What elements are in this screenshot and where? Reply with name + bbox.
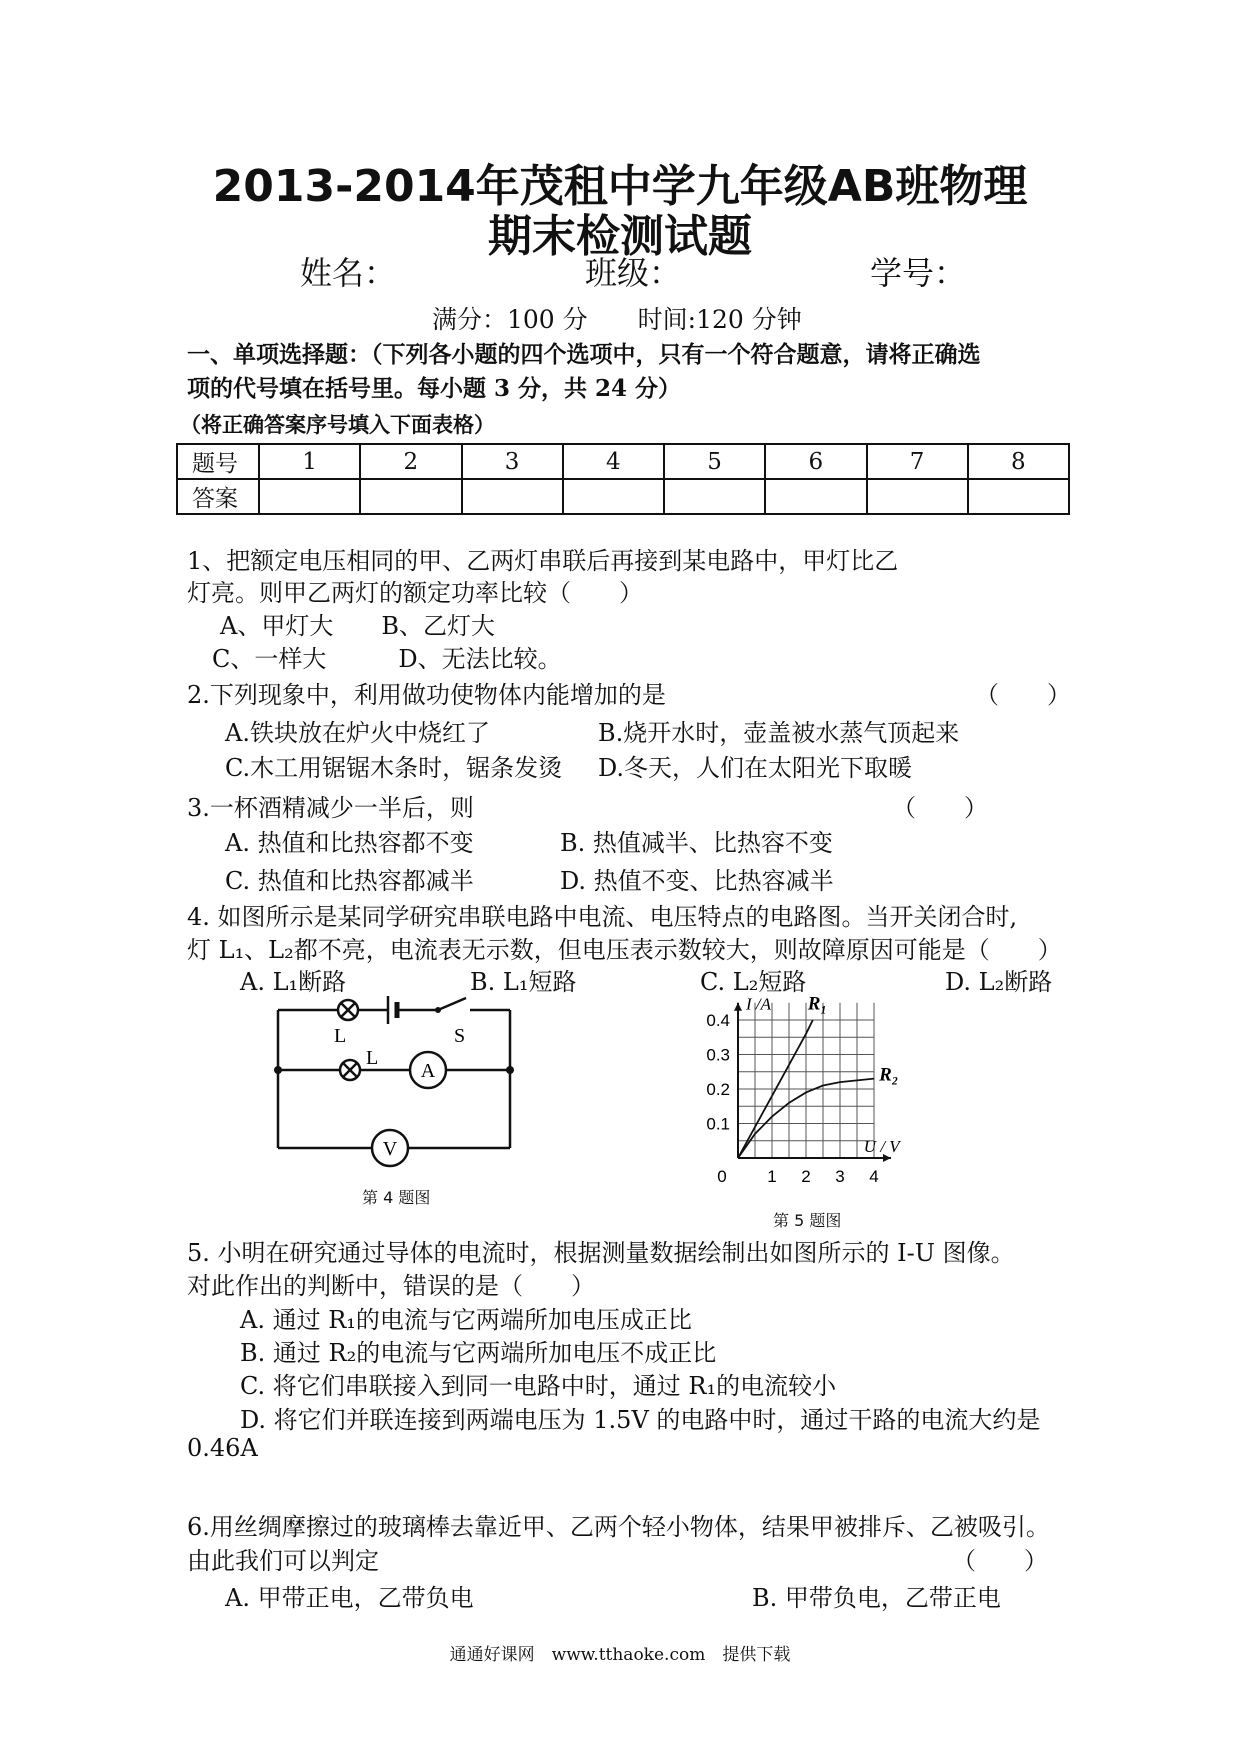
q3-bracket: （ ） <box>892 794 988 822</box>
x-tick-label: 3 <box>835 1167 845 1186</box>
q3-option-a: A. 热值和比热容都不变 <box>225 829 474 857</box>
q4-option-b: B. L₁短路 <box>470 968 577 996</box>
table-cell: 2 <box>360 444 461 479</box>
label-lamp-mid: L <box>366 1047 379 1069</box>
series-r1-label: R₁ <box>807 993 827 1015</box>
series-r2-label: R₂ <box>879 1064 899 1086</box>
q5-option-d-cont: 0.46A <box>187 1434 258 1462</box>
section1-heading-line1: 一、单项选择题：（下列各小题的四个选项中，只有一个符合题意，请将正确选 <box>187 341 981 368</box>
answer-table <box>176 443 1070 515</box>
table-note: （将正确答案序号填入下面表格） <box>180 412 495 437</box>
label-switch: S <box>454 1025 466 1047</box>
q2-option-b: B.烧开水时，壶盖被水蒸气顶起来 <box>598 719 960 747</box>
label-voltmeter: V <box>382 1138 398 1160</box>
x-tick-label: 1 <box>767 1167 777 1186</box>
score-time: 满分：100 分 时间:120 分钟 <box>432 305 802 334</box>
junction-dot-icon <box>274 1066 282 1074</box>
y-tick-label: 0.2 <box>706 1080 730 1099</box>
answer-cell[interactable] <box>462 479 563 514</box>
q6-line2: 由此我们可以判定 <box>187 1547 379 1575</box>
q3-option-c: C. 热值和比热容都减半 <box>225 867 474 895</box>
label-ammeter: A <box>420 1060 436 1082</box>
answer-cell[interactable] <box>765 479 866 514</box>
x-axis-label: U / V <box>863 1137 900 1156</box>
answer-cell[interactable] <box>968 479 1069 514</box>
table-cell: 6 <box>765 444 866 479</box>
answer-cell[interactable] <box>360 479 461 514</box>
table-cell: 5 <box>664 444 765 479</box>
y-tick-label: 0.4 <box>706 1011 730 1030</box>
iu-graph <box>690 988 930 1188</box>
name-label: 姓名： <box>300 254 397 292</box>
q2-bracket: （ ） <box>975 681 1071 709</box>
q1-options-line2: C、一样大 D、无法比较。 <box>212 645 562 673</box>
figure5-caption: 第 5 题图 <box>773 1211 842 1230</box>
figure4-caption: 第 4 题图 <box>362 1188 431 1207</box>
switch-pivot-icon <box>435 1007 441 1013</box>
circuit-diagram <box>270 990 520 1180</box>
table-header-number: 题号 <box>177 444 259 479</box>
table-cell: 8 <box>968 444 1069 479</box>
q2-option-c: C.木工用锯锯木条时，锯条发烫 <box>225 754 563 782</box>
lamp-l2-icon <box>340 1060 360 1080</box>
section1-heading-line2: 项的代号填在括号里。每小题 3 分，共 24 分） <box>187 375 682 402</box>
q4-option-a: A. L₁断路 <box>240 968 347 996</box>
q5-line1: 5. 小明在研究通过导体的电流时，根据测量数据绘制出如图所示的 I-U 图像。 <box>187 1239 1015 1267</box>
q1-line1: 1、把额定电压相同的甲、乙两灯串联后再接到某电路中，甲灯比乙 <box>187 547 899 575</box>
q6-line1: 6.用丝绸摩擦过的玻璃棒去靠近甲、乙两个轻小物体，结果甲被排斥、乙被吸引。 <box>187 1513 1050 1541</box>
q4-option-c: C. L₂短路 <box>700 968 807 996</box>
y-tick-label: 0.1 <box>706 1114 730 1134</box>
q4-line1: 4. 如图所示是某同学研究串联电路中电流、电压特点的电路图。当开关闭合时, <box>187 903 1018 931</box>
q3-option-b: B. 热值减半、比热容不变 <box>560 829 833 857</box>
label-lamp-top: L <box>334 1025 347 1047</box>
q3-option-d: D. 热值不变、比热容减半 <box>560 867 834 895</box>
lamp-l1-icon <box>338 1000 358 1020</box>
page-footer: 通通好课网 www.tthaoke.com 提供下载 <box>449 1645 791 1665</box>
q3-stem: 3.一杯酒精减少一半后，则 <box>187 794 474 822</box>
q6-option-b: B. 甲带负电，乙带正电 <box>752 1584 1001 1612</box>
x-tick-label: 4 <box>869 1167 879 1186</box>
table-cell: 4 <box>563 444 664 479</box>
x-tick-label: 0 <box>717 1167 727 1186</box>
q6-bracket: （ ） <box>952 1547 1048 1575</box>
q5-option-d: D. 将它们并联连接到两端电压为 1.5V 的电路中时，通过干路的电流大约是 <box>240 1406 1041 1434</box>
q5-line2: 对此作出的判断中，错误的是（ ） <box>187 1272 595 1300</box>
y-axis-label: I /A <box>746 994 772 1014</box>
table-cell: 3 <box>462 444 563 479</box>
q5-option-b: B. 通过 R₂的电流与它两端所加电压不成正比 <box>240 1339 717 1367</box>
y-axis-arrow-icon <box>734 1003 742 1011</box>
q2-option-a: A.铁块放在炉火中烧红了 <box>225 719 490 747</box>
q2-option-d: D.冬天，人们在太阳光下取暖 <box>598 754 913 782</box>
q5-option-a: A. 通过 R₁的电流与它两端所加电压成正比 <box>240 1306 692 1334</box>
exam-title-line2: 期末检测试题 <box>488 211 752 262</box>
table-cell: 7 <box>867 444 968 479</box>
q2-stem: 2.下列现象中，利用做功使物体内能增加的是 <box>187 681 666 709</box>
x-tick-label: 2 <box>801 1167 811 1186</box>
class-label: 班级： <box>585 254 682 292</box>
q1-options-line1: A、甲灯大 B、乙灯大 <box>220 612 495 640</box>
table-cell: 1 <box>259 444 360 479</box>
answer-cell[interactable] <box>259 479 360 514</box>
q1-line2: 灯亮。则甲乙两灯的额定功率比较（ ） <box>187 579 643 607</box>
table-row <box>177 479 1069 514</box>
q4-line2: 灯 L₁、L₂都不亮，电流表无示数，但电压表示数较大，则故障原因可能是（ ） <box>187 936 1062 964</box>
answer-cell[interactable] <box>563 479 664 514</box>
q4-option-d: D. L₂断路 <box>945 968 1053 996</box>
junction-dot-icon <box>506 1066 514 1074</box>
answer-cell[interactable] <box>867 479 968 514</box>
q5-option-c: C. 将它们串联接入到同一电路中时，通过 R₁的电流较小 <box>240 1372 837 1400</box>
q6-option-a: A. 甲带正电，乙带负电 <box>225 1584 474 1612</box>
y-tick-label: 0.3 <box>706 1045 730 1065</box>
student-id-label: 学号： <box>870 254 967 292</box>
exam-title-line1: 2013-2014年茂租中学九年级AB班物理 <box>212 161 1028 212</box>
answer-cell[interactable] <box>664 479 765 514</box>
table-row <box>177 444 1069 479</box>
table-header-answer: 答案 <box>177 479 259 514</box>
